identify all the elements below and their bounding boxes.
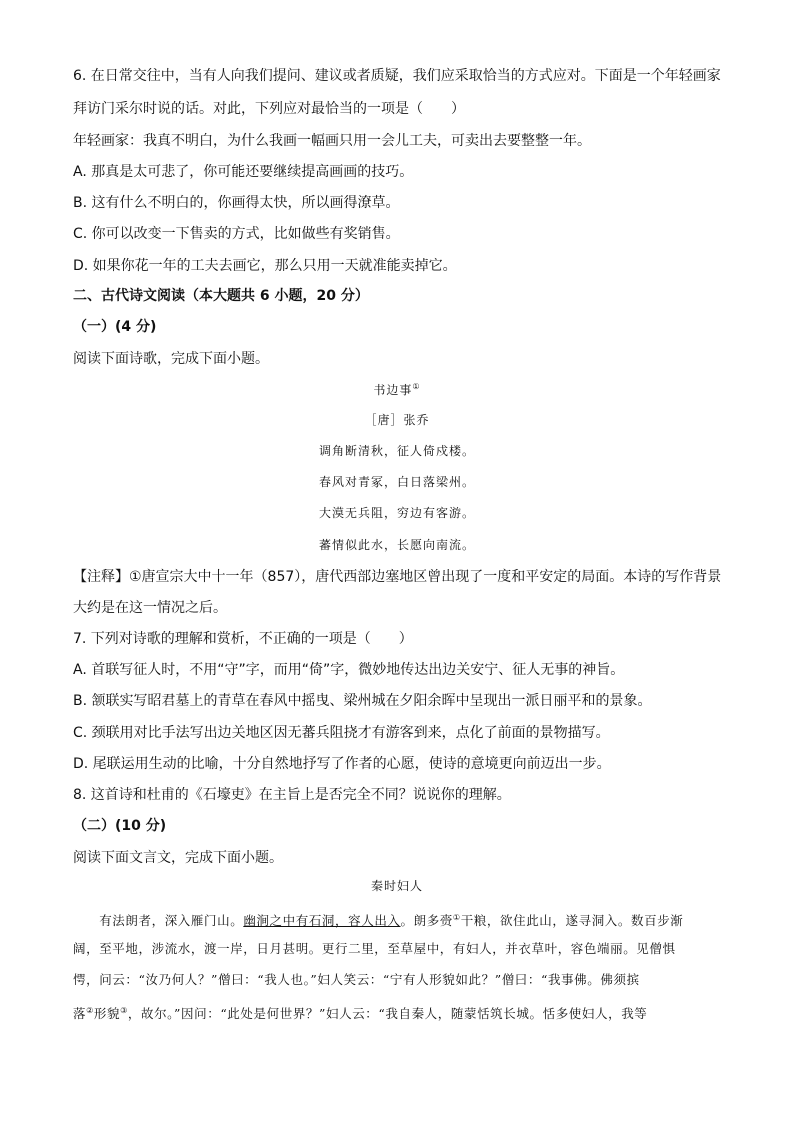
poem-title [0, 379, 794, 398]
prose-text: 形貌 [93, 1006, 121, 1022]
part2-heading: （二）(10 分) [73, 818, 167, 834]
part1-heading: （一）(4 分) [73, 319, 157, 335]
q6-option-a: A. 那真是太可悲了，你可能还要继续提高画画的技巧。 [73, 164, 414, 180]
prose-text: 有法朗者，深入雁门山。 [73, 913, 244, 929]
note-line2: 大约是在这一情况之后。 [73, 600, 227, 616]
poem-title-note: ① [412, 382, 421, 391]
footnote-marker-1: ① [452, 913, 461, 922]
prose-line-2: 阔，至平地，涉流水，渡一岸，日月甚明。更行二里，至草屋中，有妇人，并衣草叶，容色端丽。见僧惧 [73, 941, 676, 956]
poem-title-text: 书边事 [373, 383, 413, 397]
underlined-sentence: 幽涧之中有石洞，容人出入 [243, 913, 401, 929]
prose-title: 秦时妇人 [370, 879, 423, 893]
poem-line-1: 调角断清秋，征人倚戍楼。 [318, 444, 475, 458]
poem-line-4: 蕃情似此水，长愿向南流。 [318, 538, 475, 552]
poem-line-2: 春风对青冢，白日落梁州。 [318, 475, 475, 489]
prose-text: 。朗多赍 [400, 913, 453, 929]
prose-text: 落 [73, 1006, 87, 1022]
q6-quote: 年轻画家：我真不明白，为什么我画一幅画只用一会儿工夫，可卖出去要整整一年。 [73, 133, 591, 149]
q7-stem: 7. 下列对诗歌的理解和赏析，不正确的一项是（ ） [73, 631, 413, 647]
prose-line-3: 愕，问云：“汝乃何人？”僧曰：“我人也。”妇人笑云：“宁有人形貌如此？”僧曰：“我事佛。佛须摈 [73, 972, 640, 987]
q6-option-c: C. 你可以改变一下售卖的方式，比如做些有奖销售。 [73, 226, 400, 242]
prose-text: 干粮，欲住此山，遂寻洞入。数百步渐 [460, 913, 684, 929]
q7-option-c: C. 颈联用对比手法写出边关地区因无蕃兵阻挠才有游客到来，点化了前面的景物描写。 [73, 725, 610, 741]
q7-option-d: D. 尾联运用生动的比喻，十分自然地抒写了作者的心愿，使诗的意境更向前迈出一步。 [73, 756, 611, 772]
q6-option-b: B. 这有什么不明白的，你画得太快，所以画得潦草。 [73, 195, 400, 211]
prose-line-1 [73, 910, 721, 929]
q6-option-d: D. 如果你花一年的工夫去画它，那么只用一天就准能卖掉它。 [73, 258, 457, 274]
note-line1: 【注释】①唐宣宗大中十一年（857），唐代西部边塞地区曾出现了一度和平安定的局面。本诗的写作背景 [73, 569, 722, 585]
poem-author: ［唐］张乔 [364, 413, 430, 427]
q7-option-b: B. 颔联实写昭君墓上的青草在春风中摇曳、梁州城在夕阳余晖中呈现出一派日丽平和的景象。 [73, 693, 652, 709]
poem-line-3: 大漠无兵阻，穷边有客游。 [318, 506, 475, 520]
prose-line-4 [73, 1003, 721, 1022]
prose-text: ，故尔。”因问：“此处是何世界？”妇人云：“我自秦人，随蒙恬筑长城。恬多使妇人，我等 [127, 1006, 648, 1022]
footnote-marker-2: ② [86, 1006, 94, 1015]
q6-stem-line1: 6. 在日常交往中，当有人向我们提问、建议或者质疑，我们应采取恰当的方式应对。下面是一个年轻画家 [73, 68, 721, 84]
q6-stem-line2: 拜访门采尔时说的话。对此，下列应对最恰当的一项是（ ） [73, 101, 465, 117]
section2-heading: 二、古代诗文阅读（本大题共 6 小题，20 分） [73, 288, 369, 304]
footnote-marker-3: ③ [120, 1006, 128, 1015]
part1-instruction: 阅读下面诗歌，完成下面小题。 [73, 351, 269, 367]
q8-stem: 8. 这首诗和杜甫的《石壕吏》在主旨上是否完全不同？说说你的理解。 [73, 787, 511, 803]
q7-option-a: A. 首联写征人时，不用“守”字，而用“倚”字，微妙地传达出边关安宁、征人无事的神旨。 [73, 662, 625, 678]
part2-instruction: 阅读下面文言文，完成下面小题。 [73, 850, 283, 866]
